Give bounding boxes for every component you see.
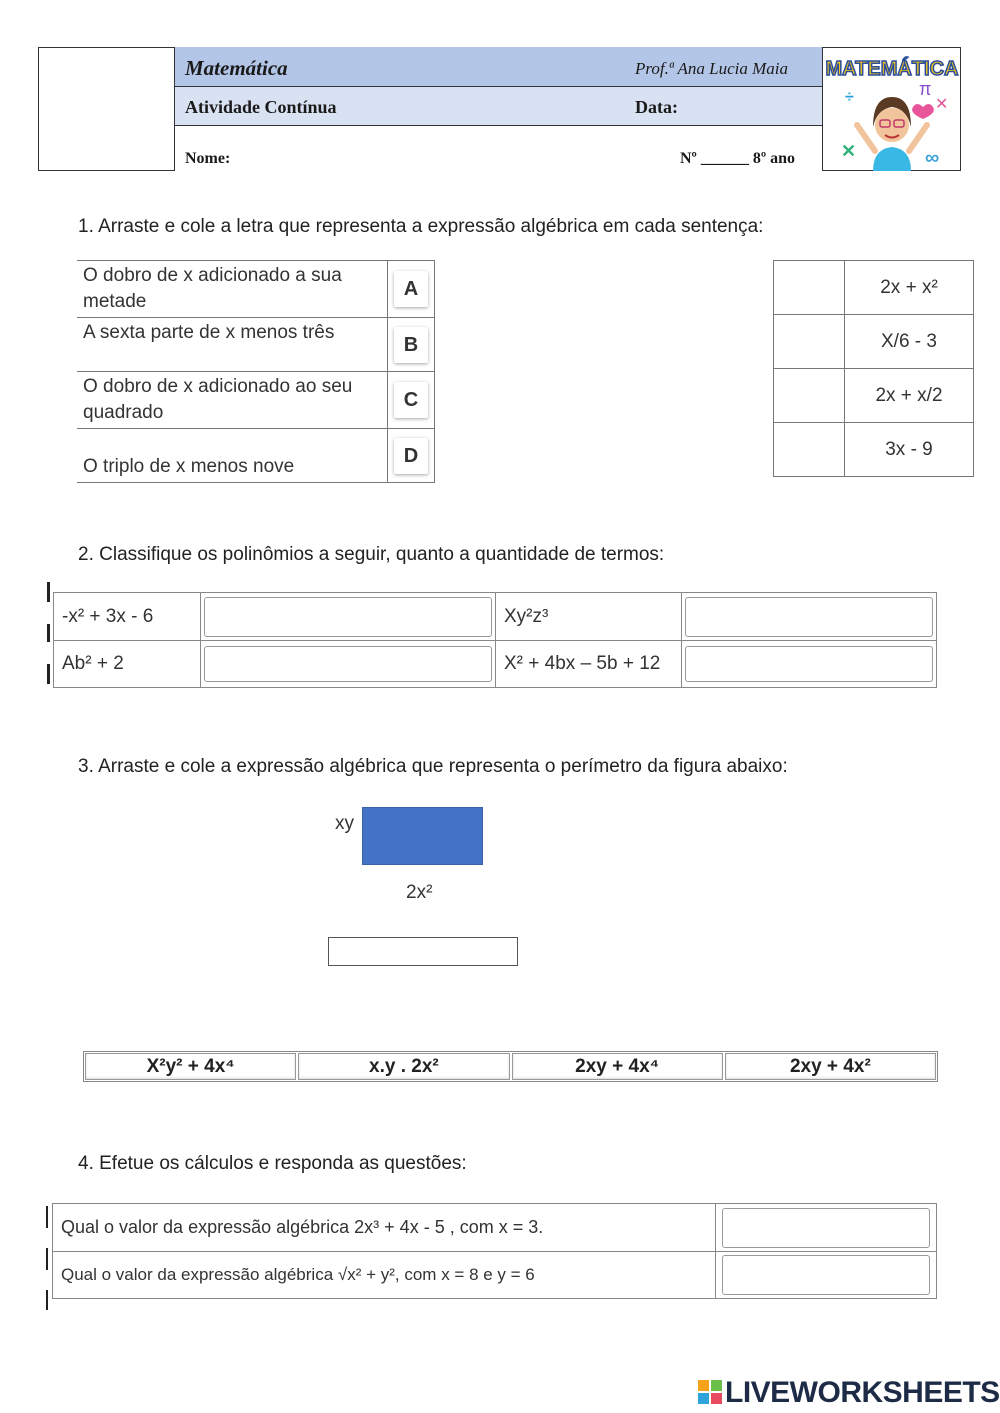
q3-options (83, 1051, 938, 1082)
q1-letter-c-tile[interactable]: C (394, 382, 428, 418)
margin-mark (46, 1290, 48, 1310)
q2-polynomial: X² + 4bx – 5b + 12 (496, 641, 682, 688)
q1-letter-b-tile[interactable]: B (394, 327, 428, 363)
q1-instruction: 1. Arraste e cole a letra que representa a expressão algébrica em cada sentença: (78, 216, 764, 237)
q2-answer-input[interactable] (685, 597, 933, 637)
rectangle-figure (362, 807, 483, 865)
subject-title: Matemática (185, 56, 288, 80)
q4-answer-input[interactable] (722, 1255, 930, 1295)
number-grade-label: Nº ______ 8º ano (680, 150, 796, 167)
q3-option-tile[interactable]: x.y . 2x² (298, 1053, 509, 1080)
q1-drop-zone[interactable] (774, 261, 845, 315)
q1-sentence: O triplo de x menos nove (77, 429, 388, 483)
name-label: Nome: (185, 150, 231, 167)
margin-mark (46, 1206, 48, 1228)
svg-text:÷: ÷ (845, 89, 854, 106)
q2-answer-input[interactable] (685, 646, 933, 682)
q4-answer-input[interactable] (722, 1208, 930, 1248)
q1-drop-zone[interactable] (774, 423, 845, 477)
q2-polynomial: Ab² + 2 (54, 641, 201, 688)
margin-mark (47, 664, 50, 684)
q1-letter-a-tile[interactable]: A (394, 271, 428, 307)
q4-instruction: 4. Efetue os cálculos e responda as questões: (78, 1153, 467, 1174)
logo-text: MATEMÁTICA (825, 58, 959, 80)
q1-sentence: A sexta parte de x menos três (77, 318, 388, 372)
q1-expression: 2x + x² (845, 261, 974, 315)
svg-text:∞: ∞ (925, 147, 940, 169)
q1-expression: 2x + x/2 (845, 369, 974, 423)
rect-bottom-label: 2x² (406, 882, 433, 903)
q3-option-tile[interactable]: X²y² + 4x⁴ (85, 1053, 296, 1080)
date-label: Data: (635, 97, 678, 117)
margin-mark (47, 624, 50, 642)
q3-answer-drop-box[interactable] (328, 937, 518, 966)
q2-answer-input[interactable] (204, 646, 492, 682)
math-logo (822, 47, 961, 171)
q1-expression: 3x - 9 (845, 423, 974, 477)
q4-question: Qual o valor da expressão algébrica √x² + y², com x = 8 e y = 6 (53, 1252, 716, 1299)
q1-letter-d-tile[interactable]: D (394, 438, 428, 474)
q3-option-tile[interactable]: 2xy + 4x⁴ (512, 1053, 723, 1080)
liveworksheets-brand (697, 1376, 1000, 1410)
q1-sentence-table (77, 260, 435, 483)
q2-instruction: 2. Classifique os polinômios a seguir, quanto a quantidade de termos: (78, 544, 665, 565)
svg-text:π: π (919, 79, 932, 99)
q2-polynomial: -x² + 3x - 6 (54, 593, 201, 641)
brand-text: LIVEWORKSHEETS (725, 1376, 1000, 1409)
svg-text:✕: ✕ (935, 96, 949, 113)
liveworksheets-logo-icon (697, 1379, 723, 1405)
header-blank-cell (38, 47, 175, 171)
q2-polynomial: Xy²z³ (496, 593, 682, 641)
q1-drop-zone[interactable] (774, 369, 845, 423)
q4-question: Qual o valor da expressão algébrica 2x³ + 4x - 5 , com x = 3. (53, 1204, 716, 1252)
q3-instruction: 3. Arraste e cole a expressão algébrica que representa o perímetro da figura abaixo: (78, 756, 788, 777)
margin-mark (47, 582, 50, 602)
q2-polynomial-table (53, 592, 937, 688)
margin-mark (46, 1248, 48, 1270)
q1-expression: X/6 - 3 (845, 315, 974, 369)
rect-side-label: xy (335, 813, 354, 834)
q4-question-table (52, 1203, 937, 1299)
activity-title: Atividade Contínua (185, 97, 337, 117)
q3-option-tile[interactable]: 2xy + 4x² (725, 1053, 936, 1080)
q2-answer-input[interactable] (204, 597, 492, 637)
q1-sentence: O dobro de x adicionado ao seu quadrado (77, 372, 388, 429)
q1-expression-table (773, 260, 974, 477)
q1-sentence: O dobro de x adicionado a sua metade (77, 261, 388, 318)
svg-text:✕: ✕ (841, 141, 857, 161)
teacher-name: Prof.ª Ana Lucia Maia (635, 59, 788, 78)
q1-drop-zone[interactable] (774, 315, 845, 369)
